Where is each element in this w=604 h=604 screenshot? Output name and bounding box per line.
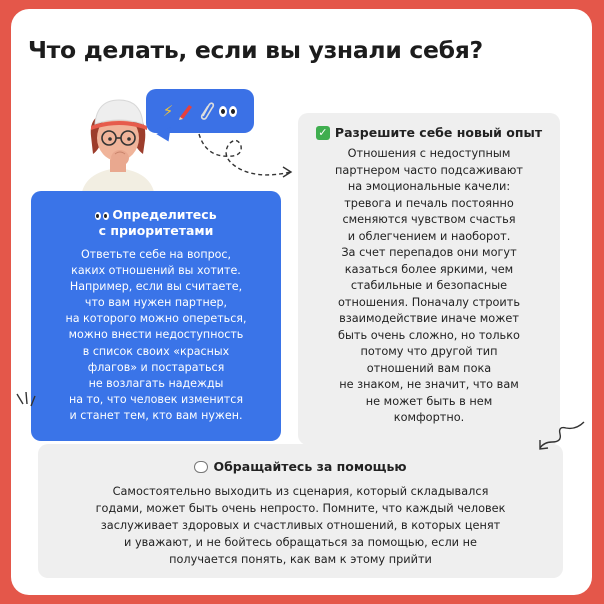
text-line: флагов» и постараться — [87, 360, 225, 374]
seek-help-heading-text: Обращайтесь за помощью — [213, 459, 407, 474]
text-line: на которого можно опереться, — [65, 312, 247, 326]
text-line: в список своих «красных — [82, 344, 230, 358]
text-line: отношения. Поначалу строить — [337, 295, 521, 309]
priorities-heading — [31, 207, 281, 239]
paperclip-icon — [199, 102, 215, 120]
priorities-text — [31, 247, 281, 424]
text-line: быть очень сложно, но только — [338, 328, 520, 342]
speech-bubble-icon — [194, 461, 208, 473]
text-line: Например, если вы считаете, — [69, 280, 243, 294]
text-line: и станет тем, кто вам нужен. — [69, 408, 243, 422]
emoji-speech-bubble — [146, 89, 254, 133]
text-line: казаться более яркими, чем — [344, 262, 514, 276]
check-icon: ✓ — [316, 126, 330, 140]
text-line: можно внести недоступность — [68, 328, 244, 342]
priorities-heading-line1: Определитесь — [112, 207, 217, 222]
text-line: на то, что человек изменится — [68, 392, 244, 406]
text-line: заслуживает здоровых и счастливых отношений, в которых ценят — [100, 519, 501, 532]
text-line: стабильные и безопасные — [350, 279, 508, 292]
text-line: что вам нужен партнер, — [84, 296, 228, 310]
squiggle-arrow-decoration — [536, 418, 586, 458]
dashed-curl-arrow — [195, 132, 295, 192]
priorities-heading-line2: с приоритетами — [98, 223, 214, 238]
text-line: не знаком, не значит, что вам — [339, 378, 519, 391]
text-line: и облегчением и наоборот. — [347, 229, 511, 243]
lightning-icon: ⚡ — [162, 101, 174, 120]
eyes-icon — [95, 212, 109, 220]
new-experience-heading — [298, 125, 560, 140]
text-line: сменяются чувством счастья — [342, 213, 516, 226]
text-line: не возлагать надежды — [88, 376, 224, 390]
text-line: потому что другой тип — [360, 345, 498, 358]
text-line: и уважают, и не бойтесь обращаться за помощью, если не — [124, 536, 477, 549]
text-line: отношений вам пока — [366, 361, 492, 375]
seek-help-heading — [38, 459, 563, 474]
text-line: партнером часто подсаживают — [335, 163, 523, 177]
text-line: тревога и печаль постоянно — [344, 196, 514, 210]
text-line: на эмоциональные качели: — [347, 180, 511, 193]
text-line: комфортно. — [393, 411, 465, 424]
page-title: Что делать, если вы узнали себя? — [28, 36, 483, 64]
priorities-card — [31, 191, 281, 441]
text-line: Отношения с недоступным — [347, 147, 511, 160]
accent-lines-decoration — [14, 390, 38, 418]
new-experience-card — [298, 113, 560, 445]
text-line: годами, может быть очень непросто. Помните, что каждый человек — [95, 502, 506, 515]
new-experience-heading-text: Разрешите себе новый опыт — [334, 125, 543, 140]
text-line: получается понять, как вам к этому прийти — [169, 553, 432, 566]
pencil-icon — [177, 102, 195, 120]
new-experience-text — [298, 146, 560, 427]
eyes-icon — [219, 106, 237, 117]
seek-help-card — [38, 444, 563, 578]
text-line: каких отношений вы хотите. — [71, 264, 241, 278]
seek-help-text — [38, 483, 563, 568]
text-line: взаимодействие иначе может — [339, 312, 519, 325]
text-line: За счет перепадов они могут — [341, 246, 517, 259]
text-line: не может быть в нем — [365, 394, 493, 408]
text-line: Ответьте себе на вопрос, — [80, 248, 232, 261]
text-line: Самостоятельно выходить из сценария, который складывался — [112, 485, 489, 498]
